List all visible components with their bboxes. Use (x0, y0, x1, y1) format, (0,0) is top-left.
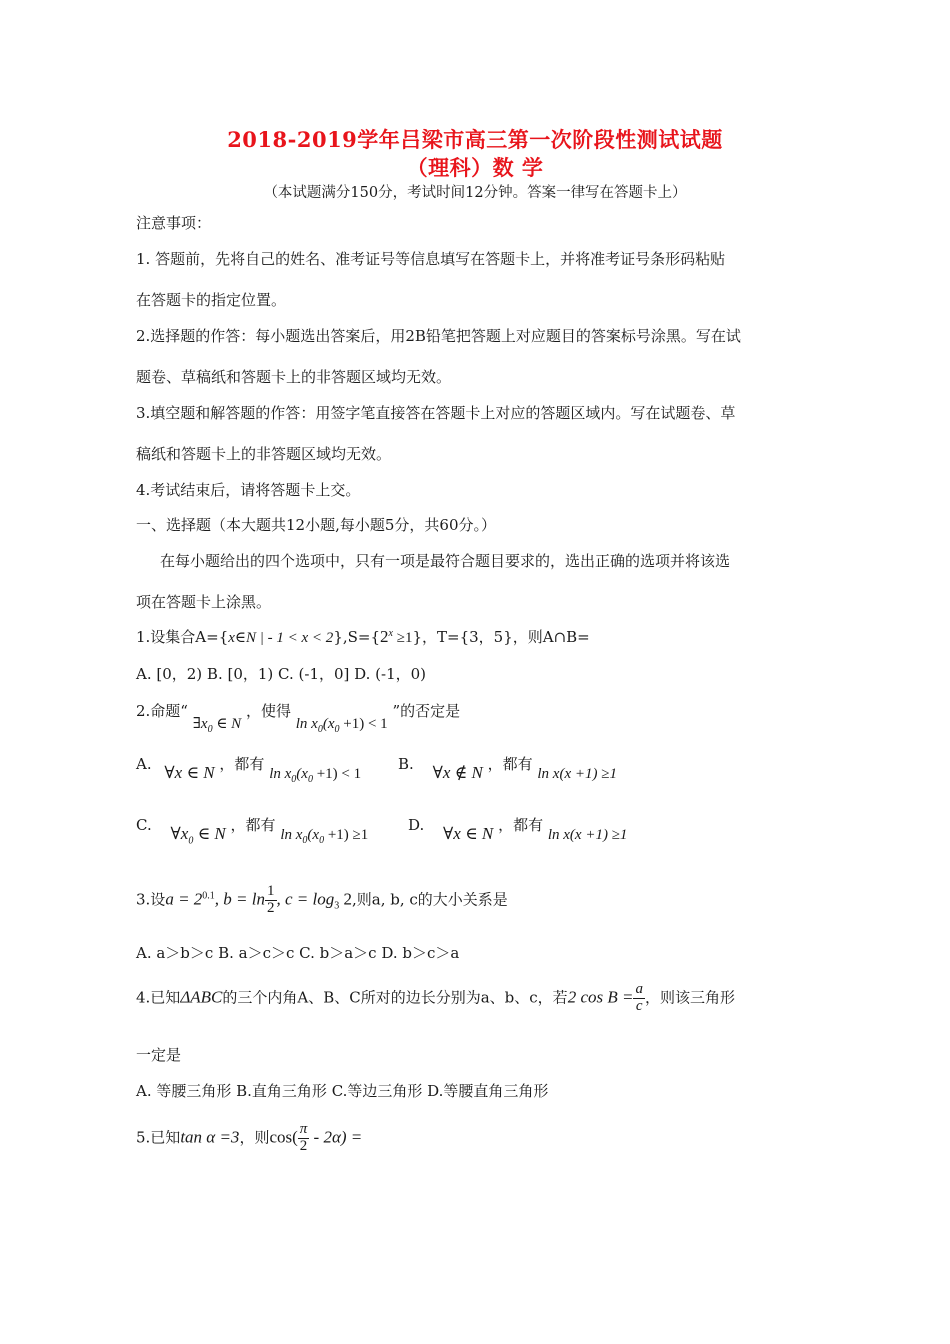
note-1-line-2: 在答题卡的指定位置。 (136, 291, 287, 309)
question-2-option-c: C. $\forall x_0$ ∈ N ，都有 $\ln x_0(x_0 +1) \ge 1$ (136, 816, 369, 847)
question-1-stem: 1.设集合A={x∈N | - $1 < x < 2\},S=\{2^x \ge 1\}$，T={3，5}，则A∩B= (136, 627, 590, 646)
question-3-stem: 3.设$a = 2^{0.1}$, b = ln $\frac{1}{2}$ , $c = \log_3 2$,则a, b, c的大小关系是 (136, 883, 508, 916)
question-4-options: A. 等腰三角形 B.直角三角形 C.等边三角形 D.等腰直角三角形 (136, 1082, 549, 1100)
question-1-options: A. [0，2) B. [0，1) C. (-1，0] D. (-1，0) (136, 665, 427, 683)
question-2-option-a: A. ∀x ∈ N ，都有 $\ln x_0(x_0 +1) < 1$ (136, 755, 362, 785)
fraction-one-half: $\frac{1}{2}$ (267, 883, 275, 916)
question-2-stem: 2.命题“ $\exists x_0$ ∈ N ，使得 $\ln x_0(x_0 +1) < 1$ ”的否定是 (136, 702, 461, 735)
note-4: 4.考试结束后，请将答题卡上交。 (136, 481, 361, 499)
section-intro-line-2: 项在答题卡上涂黑。 (136, 593, 272, 611)
note-3-line-2: 稿纸和答题卡上的非答题区域均无效。 (136, 445, 392, 463)
note-1-line-1: 1. 答题前，先将自己的姓名、准考证号等信息填写在答题卡上，并将准考证号条形码粘贴 (136, 250, 726, 268)
question-3-options: A. a＞b＞c B. a＞c＞c C. b＞a＞c D. b＞c＞a (136, 944, 460, 962)
notes-heading: 注意事项： (136, 214, 212, 232)
question-2-option-b: B. ∀x ∉ N ，都有 ln x(x +1) ≥1 (398, 755, 617, 782)
fraction-a-over-c: $\frac{a}{c}$ (635, 981, 643, 1014)
question-4-stem: 4.已知ΔABC的三个内角A、B、C所对的边长分别为a、b、c，若2 cos B = $\frac{a}{c}$ ，则该三角形 (136, 981, 735, 1014)
question-4-stem-line-2: 一定是 (136, 1046, 182, 1064)
note-2-line-2: 题卷、草稿纸和答题卡上的非答题区域均无效。 (136, 368, 452, 386)
section-heading: 一、选择题（本大题共12小题,每小题5分，共60分。） (136, 516, 496, 534)
exam-instructions: （本试题满分150分，考试时间12分钟。答案一律写在答题卡上） (263, 185, 687, 201)
note-3-line-1: 3.填空题和解答题的作答：用签字笔直接答在答题卡上对应的答题区域内。写在试题卷、草 (136, 404, 736, 422)
note-2-line-1: 2.选择题的作答：每小题选出答案后，用2B铅笔把答题上对应题目的答案标号涂黑。写在试 (136, 327, 741, 345)
exam-title: 2018-2019学年吕梁市高三第一次阶段性测试试题 (227, 127, 723, 152)
exam-subject: （理科）数 学 (406, 155, 544, 180)
section-intro-line-1: 在每小题给出的四个选项中，只有一项是最符合题目要求的，选出正确的选项并将该选 (160, 552, 731, 570)
question-2-option-d: D. ∀x ∈ N ，都有 ln x(x +1) ≥1 (408, 816, 628, 843)
question-5-stem: 5.已知tan α =3，则cos( $\frac{\pi}{2}$ - 2α) = (136, 1121, 363, 1154)
fraction-pi-over-2: $\frac{\pi}{2}$ (299, 1121, 308, 1154)
